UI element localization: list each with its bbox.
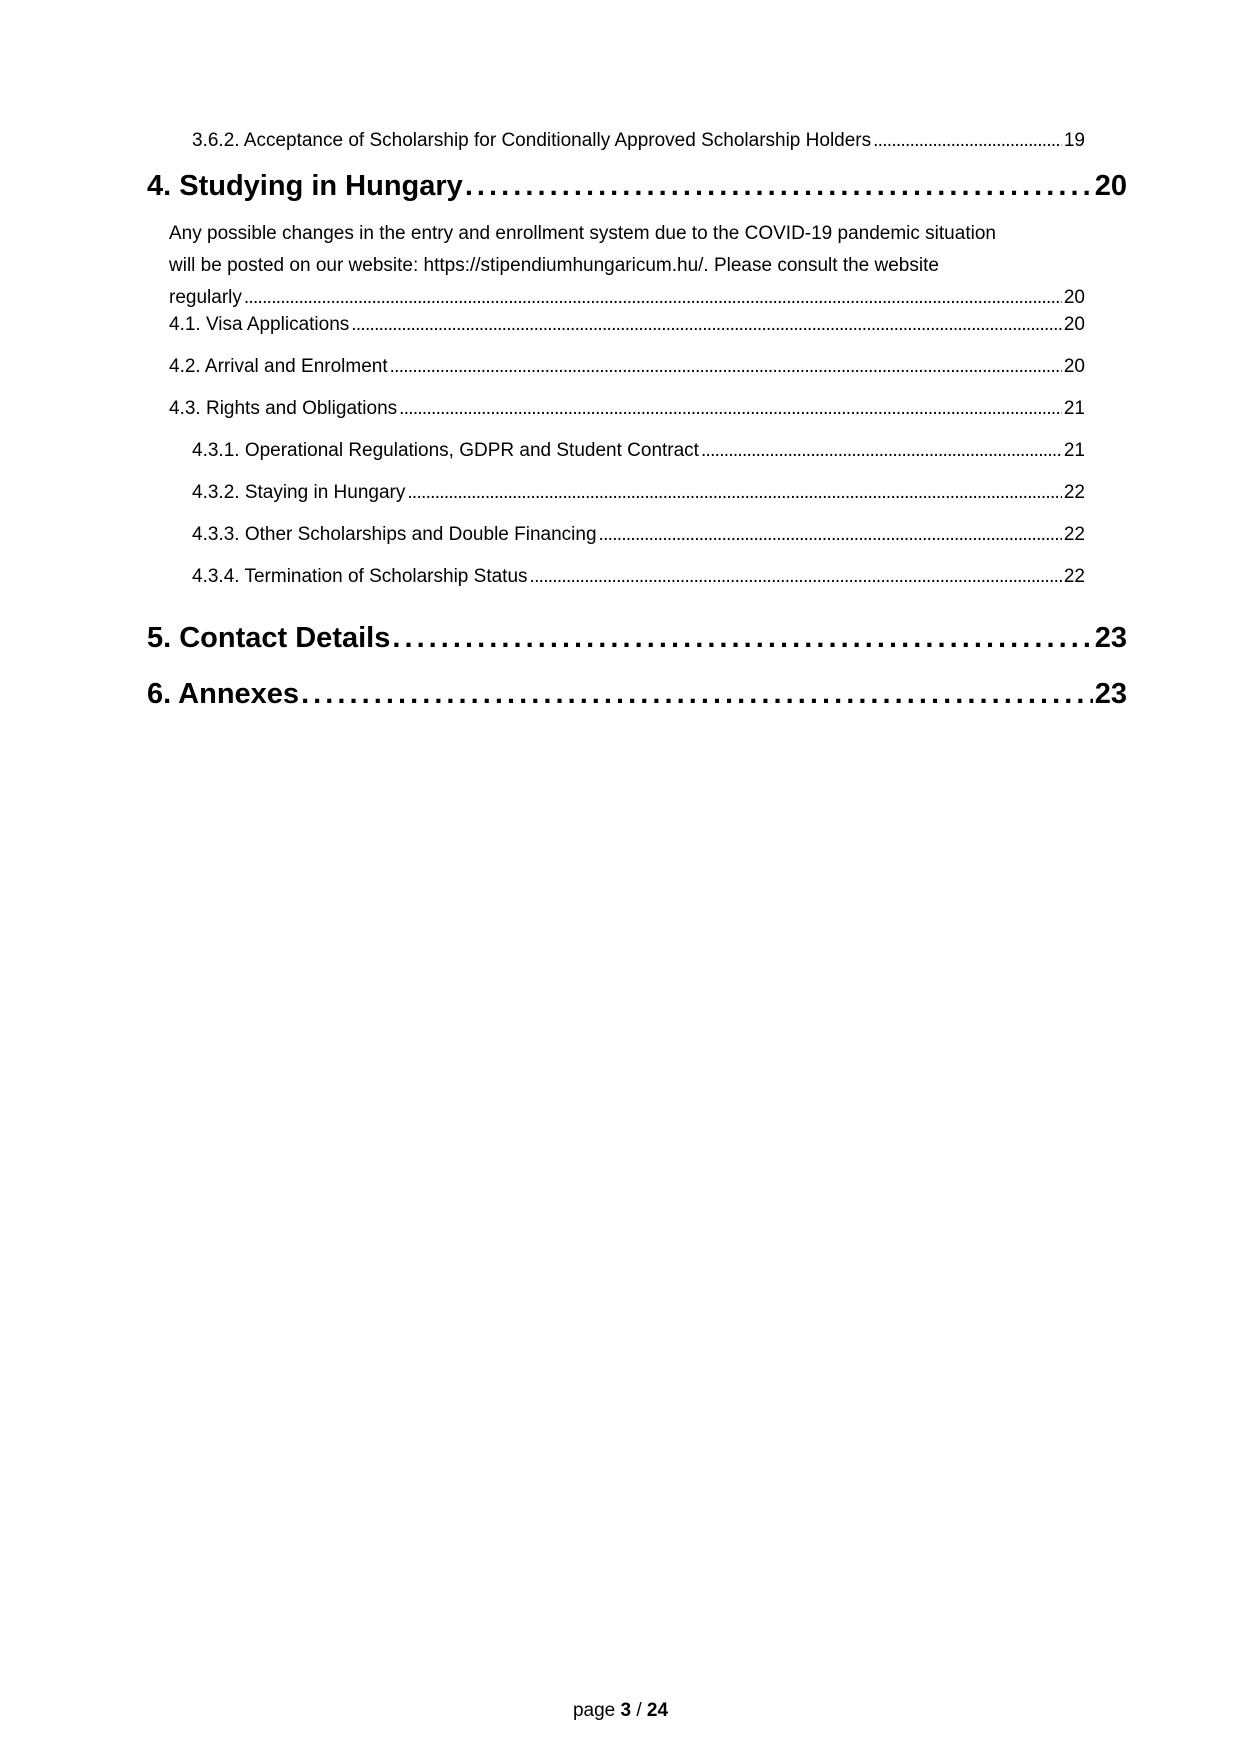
covid-notice-line-2: will be posted on our website: https://stipendiumhungaricum.hu/. Please consult the website <box>169 255 939 276</box>
toc-entry-4-3-1[interactable] <box>192 440 1085 462</box>
toc-entry-4-1[interactable] <box>169 314 1085 336</box>
toc-section-page: 20 <box>1094 170 1127 202</box>
toc-entry-4-3-2[interactable] <box>192 482 1085 504</box>
dot-leader <box>244 282 1062 314</box>
toc-entry-title: 4.3.4. Termination of Scholarship Status <box>192 566 528 587</box>
dot-leader <box>407 482 1062 504</box>
toc-entry-page: 20 <box>1063 356 1085 377</box>
toc-section-title: 4. Studying in Hungary <box>147 170 463 202</box>
dot-leader <box>465 170 1093 203</box>
page-footer <box>0 1700 1241 1722</box>
toc-section-page: 23 <box>1094 678 1127 710</box>
total-pages: 24 <box>646 1700 669 1721</box>
dot-leader <box>392 622 1092 655</box>
toc-section-6[interactable] <box>147 678 1127 711</box>
toc-section-title: 6. Annexes <box>147 678 300 710</box>
dot-leader <box>701 440 1062 462</box>
toc-section-title: 5. Contact Details <box>147 622 391 654</box>
toc-entry-page: 20 <box>1063 287 1085 308</box>
covid-notice-line-3: regularly <box>169 287 242 308</box>
toc-entry-4-3-4[interactable] <box>192 566 1085 588</box>
dot-leader <box>399 398 1062 420</box>
toc-entry-title: 4.3.3. Other Scholarships and Double Financing <box>192 524 597 545</box>
toc-entry-title: 4.1. Visa Applications <box>169 314 350 335</box>
toc-entry-covid-notice[interactable] <box>169 218 1085 314</box>
toc-section-page: 23 <box>1094 622 1127 654</box>
toc-entry-title: 4.3. Rights and Obligations <box>169 398 398 419</box>
covid-notice-line-1: Any possible changes in the entry and enrollment system due to the COVID-19 pandemic situation <box>169 223 996 244</box>
toc-entry-page: 22 <box>1063 482 1085 503</box>
dot-leader <box>390 356 1062 378</box>
toc-entry-page: 22 <box>1063 566 1085 587</box>
toc-entry-title: 4.2. Arrival and Enrolment <box>169 356 388 377</box>
toc-section-4[interactable] <box>147 170 1127 203</box>
toc-section-5[interactable] <box>147 622 1127 655</box>
toc-entry-4-3-3[interactable] <box>192 524 1085 546</box>
current-page-number: 3 <box>620 1700 632 1721</box>
dot-leader <box>599 524 1062 546</box>
toc-entry-3-6-2[interactable] <box>192 130 1085 152</box>
toc-entry-4-3[interactable] <box>169 398 1085 420</box>
toc-entry-title: 4.3.1. Operational Regulations, GDPR and Student Contract <box>192 440 699 461</box>
page-label: page <box>572 1700 616 1721</box>
toc-entry-page: 21 <box>1063 440 1085 461</box>
toc-entry-page: 21 <box>1063 398 1085 419</box>
dot-leader <box>530 566 1062 588</box>
toc-entry-page: 22 <box>1063 524 1085 545</box>
toc-entry-title: 4.3.2. Staying in Hungary <box>192 482 406 503</box>
toc-entry-page: 20 <box>1063 314 1085 335</box>
dot-leader <box>873 130 1062 152</box>
toc-entry-page: 19 <box>1063 130 1085 151</box>
dot-leader <box>301 678 1093 711</box>
dot-leader <box>351 314 1062 336</box>
toc-entry-title: 3.6.2. Acceptance of Scholarship for Conditionally Approved Scholarship Holders <box>192 130 872 151</box>
page-separator: / <box>636 1700 642 1721</box>
toc-entry-4-2[interactable] <box>169 356 1085 378</box>
